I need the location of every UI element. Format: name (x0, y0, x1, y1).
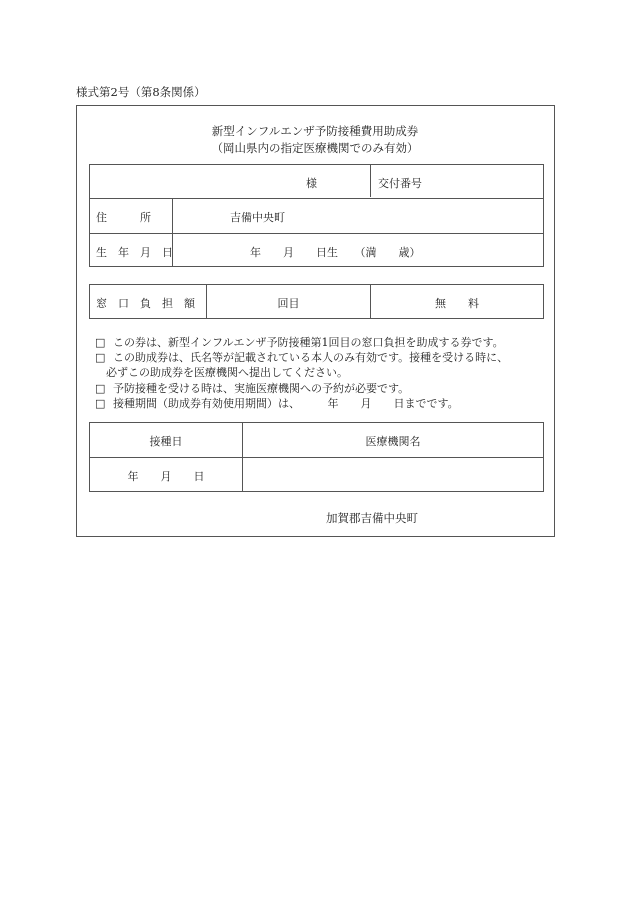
note-continuation: 必ずこの助成券を医療機関へ提出してください。 (106, 366, 348, 379)
note-item (95, 395, 459, 411)
vaccination-date-header: 接種日 (149, 435, 183, 448)
voucher-subtitle: （岡山県内の指定医療機関でのみ有効） (211, 141, 419, 155)
note-text: この券は、新型インフルエンザ予防接種第1回目の窓口負担を助成する券です。 (113, 336, 504, 349)
recipient-table (89, 164, 544, 267)
note-text: この助成券は、氏名等が記載されている本人のみ有効です。接種を受ける時に、 (113, 351, 509, 364)
issuer-name: 加賀郡吉備中央町 (326, 511, 418, 525)
row-divider (90, 233, 543, 234)
note-item (95, 380, 409, 396)
dose-round-label: 回目 (277, 297, 300, 310)
note-item (95, 334, 504, 350)
burden-table (89, 284, 544, 319)
address-value: 吉備中央町 (230, 211, 285, 224)
note-text: 接種期間（助成券有効使用期間）は、 年 月 日までです。 (113, 397, 459, 410)
vaccination-date-value: 年 月 日 (127, 470, 205, 483)
issue-number-label: 交付番号 (378, 177, 422, 190)
checkbox-icon: □ (95, 336, 106, 349)
checkbox-icon: □ (95, 382, 106, 395)
burden-label: 窓 口 負 担 額 (96, 297, 195, 310)
note-text: 予防接種を受ける時は、実施医療機関への予約が必要です。 (113, 382, 410, 395)
voucher-title: 新型インフルエンザ予防接種費用助成券 (211, 124, 419, 138)
free-label: 無 料 (435, 297, 479, 310)
clinic-name-header: 医療機関名 (365, 435, 421, 448)
birthdate-label: 生 年 月 日 (96, 246, 173, 259)
row-divider (90, 198, 543, 199)
checkbox-icon: □ (95, 397, 106, 410)
form-reference: 様式第2号（第8条関係） (76, 85, 206, 99)
vaccination-record-table (89, 422, 544, 492)
clinic-name-field[interactable] (243, 458, 543, 492)
checkbox-icon: □ (95, 351, 106, 364)
address-label: 住 所 (96, 211, 151, 224)
birthdate-value: 年 月 日生 （満 歳） (250, 246, 421, 259)
name-honorific: 様 (306, 177, 317, 190)
col-divider (370, 165, 371, 197)
note-item (95, 349, 508, 365)
